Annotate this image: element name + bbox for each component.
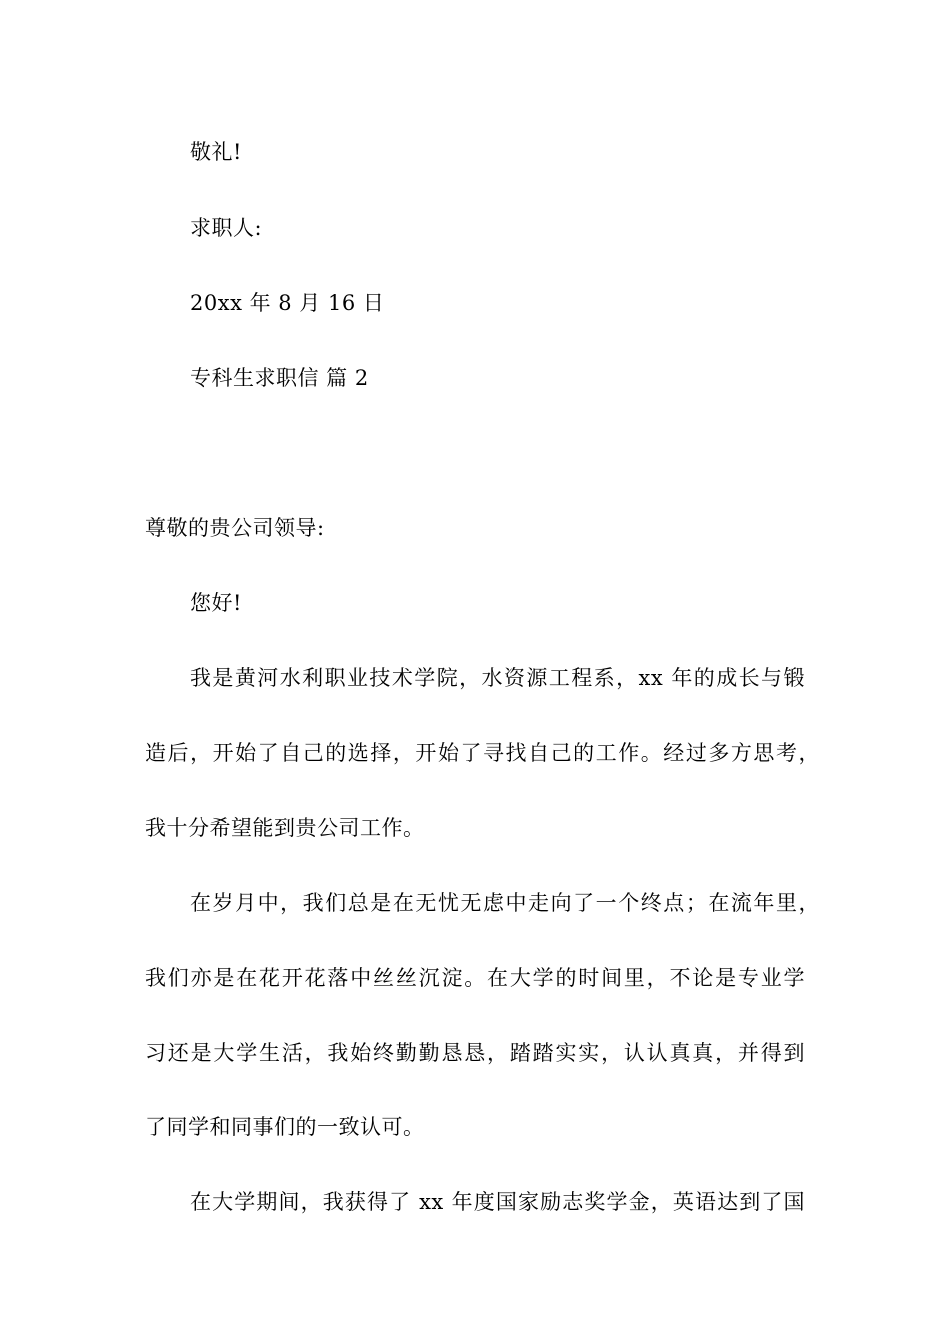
paragraph-line: 我是黄河水利职业技术学院，水资源工程系，xx 年的成长与锻	[190, 666, 805, 690]
signer-line: 求职人:	[190, 216, 263, 240]
section-title: 专科生求职信 篇 2	[190, 366, 369, 390]
closing-line: 敬礼!	[190, 140, 242, 164]
paragraph-line: 在大学期间，我获得了 xx 年度国家励志奖学金，英语达到了国	[190, 1190, 805, 1214]
salutation-line: 尊敬的贵公司领导:	[145, 516, 325, 540]
greeting-line: 您好!	[190, 591, 242, 615]
paragraph-line: 习还是大学生活，我始终勤勤恳恳，踏踏实实，认认真真，并得到	[145, 1041, 805, 1065]
paragraph-line: 我们亦是在花开花落中丝丝沉淀。在大学的时间里，不论是专业学	[145, 966, 805, 990]
paragraph-line: 造后，开始了自己的选择，开始了寻找自己的工作。经过多方思考，	[145, 741, 820, 765]
date-line: 20xx 年 8 月 16 日	[190, 291, 385, 315]
paragraph-line: 了同学和同事们的一致认可。	[145, 1115, 425, 1139]
paragraph-line: 在岁月中，我们总是在无忧无虑中走向了一个终点；在流年里，	[190, 891, 820, 915]
paragraph-line: 我十分希望能到贵公司工作。	[145, 816, 425, 840]
